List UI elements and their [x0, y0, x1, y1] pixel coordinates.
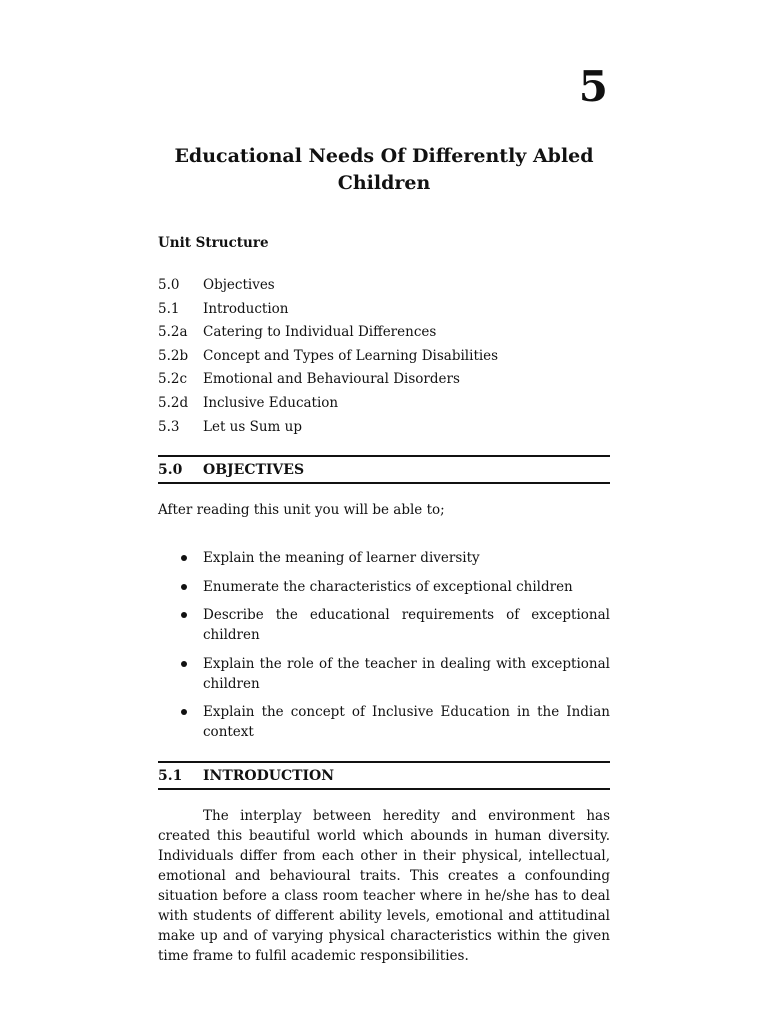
section-title: OBJECTIVES — [203, 461, 305, 478]
toc-item-label: Catering to Individual Differences — [203, 324, 437, 341]
toc-item-number: 5.2d — [158, 394, 189, 411]
toc-item-label: Objectives — [203, 277, 275, 293]
bullet-icon — [181, 584, 187, 590]
toc-item-label: Emotional and Behavioural Disorders — [203, 371, 460, 388]
chapter-number: 5 — [578, 62, 608, 111]
objective-item — [158, 605, 610, 645]
objectives-bullet-list — [158, 548, 610, 751]
toc-item-number: 5.3 — [158, 418, 180, 435]
objectives-section-heading — [158, 455, 610, 484]
bullet-icon — [181, 555, 187, 561]
toc-item — [158, 369, 498, 393]
objective-text: Describe the educational requirements of exceptional children — [203, 607, 610, 643]
toc-item-number: 5.1 — [158, 300, 180, 317]
chapter-title: Educational Needs Of Differently Abled Children — [174, 145, 594, 194]
toc-item — [158, 299, 498, 323]
toc-item — [158, 322, 498, 346]
objective-text: Explain the role of the teacher in dealing with exceptional children — [203, 655, 610, 692]
toc-item-number: 5.2b — [158, 347, 189, 364]
objective-text: Explain the concept of Inclusive Education in the Indian context — [203, 704, 610, 740]
introduction-paragraph: The interplay between heredity and environment has created this beautiful world which abounds in human diversity. Individuals differ from each other in their physical, intellectual, emotional and behavioural traits. This creates a confounding situation before a class room teacher where in he/she has to deal with students of different ability levels, emotional and attitudinal make up and of varying physical characteristics within the given time frame to fulfil academic responsibilities. — [158, 808, 610, 964]
toc-item-number: 5.2c — [158, 371, 188, 388]
objective-text: Explain the meaning of learner diversity — [203, 550, 480, 566]
objective-item — [158, 548, 610, 568]
section-number: 5.0 — [158, 461, 183, 478]
section-number: 5.1 — [158, 767, 183, 784]
bullet-icon — [181, 709, 187, 715]
bullet-icon — [181, 661, 187, 667]
section-title: INTRODUCTION — [203, 767, 335, 784]
objectives-lead-text: After reading this unit you will be able to; — [158, 502, 445, 518]
toc-item-label: Let us Sum up — [203, 418, 302, 435]
toc-item-number: 5.2a — [158, 324, 188, 341]
objective-item — [158, 702, 610, 742]
introduction-section-heading — [158, 761, 610, 790]
toc-item-number: 5.0 — [158, 277, 180, 293]
toc-item — [158, 417, 498, 441]
toc-item-label: Concept and Types of Learning Disabilities — [203, 347, 499, 364]
toc-item — [158, 275, 498, 299]
objective-item — [158, 577, 610, 597]
objective-text: Enumerate the characteristics of exceptional children — [203, 578, 573, 595]
toc-item — [158, 346, 498, 370]
toc-item-label: Introduction — [203, 300, 289, 317]
bullet-icon — [181, 612, 187, 618]
toc-item-label: Inclusive Education — [203, 394, 339, 411]
objective-item — [158, 654, 610, 694]
unit-structure-heading: Unit Structure — [158, 235, 269, 251]
toc-item — [158, 393, 498, 417]
unit-structure-list — [158, 275, 498, 440]
